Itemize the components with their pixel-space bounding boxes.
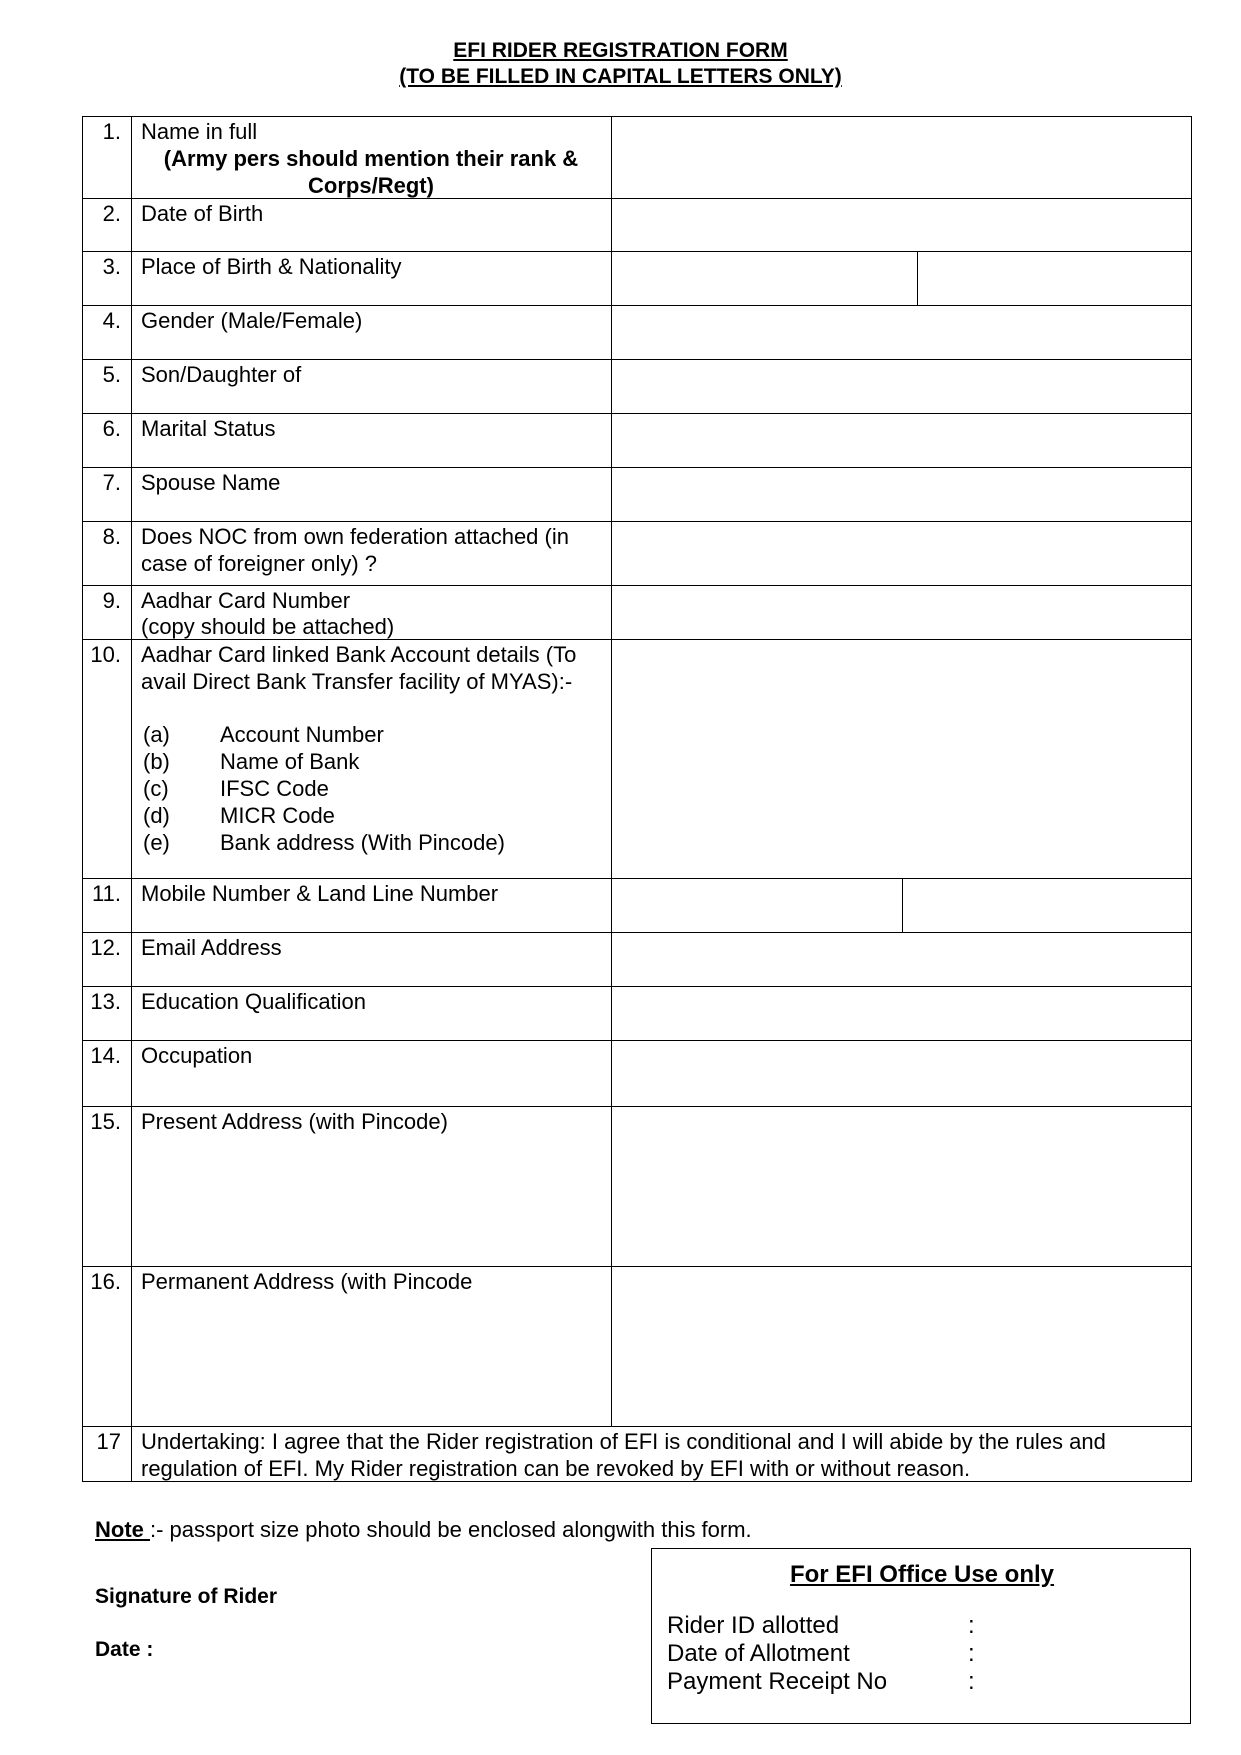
row-number: 10. — [90, 642, 121, 667]
bank-sub-label: Account Number — [220, 722, 384, 747]
table-rule — [82, 251, 1192, 252]
row-label: Permanent Address (with Pincode — [141, 1269, 473, 1294]
row-label: Aadhar Card linked Bank Account details (To avail Direct Bank Transfer facility of MYAS):- — [141, 642, 577, 694]
number-column-divider — [131, 116, 132, 1481]
table-rule — [82, 359, 1192, 360]
label-column-divider — [611, 116, 612, 1426]
bank-sub-label: Bank address (With Pincode) — [220, 830, 505, 855]
row-label: Undertaking: I agree that the Rider registration of EFI is conditional and I will abide by the rules and regulation of EFI. My Rider registration can be revoked by EFI with or without reason. — [141, 1429, 1106, 1481]
row-label: Date of Birth — [141, 201, 264, 226]
value-field[interactable] — [613, 469, 1189, 519]
row-number: 17 — [96, 1429, 121, 1454]
value-field[interactable] — [613, 523, 1189, 583]
table-rule — [82, 1106, 1192, 1107]
value-field[interactable] — [613, 361, 1189, 411]
allotment-date-label: Date of Allotment — [667, 1640, 850, 1667]
row-number: 3. — [102, 254, 121, 279]
value-split-divider — [917, 251, 918, 305]
bank-sub-label: Name of Bank — [220, 749, 360, 774]
row-number: 1. — [102, 119, 121, 144]
table-rule — [82, 116, 1192, 117]
value-field-primary[interactable] — [613, 880, 900, 930]
bank-sub-letter: (e) — [143, 830, 170, 855]
bank-sub-letter: (a) — [143, 722, 170, 747]
value-field[interactable] — [613, 1042, 1189, 1104]
value-field[interactable] — [613, 415, 1189, 465]
row-label: Son/Daughter of — [141, 362, 302, 387]
bank-sub-label: MICR Code — [220, 803, 335, 828]
value-field[interactable] — [613, 1268, 1189, 1424]
row-number: 9. — [102, 588, 121, 613]
date-label: Date : — [95, 1638, 154, 1661]
bank-sub-letter: (c) — [143, 776, 169, 801]
office-use-box — [651, 1548, 1191, 1724]
row-label: Education Qualification — [141, 989, 367, 1014]
row-number: 2. — [102, 201, 121, 226]
bank-sub-letter: (b) — [143, 749, 170, 774]
value-field[interactable] — [613, 934, 1189, 984]
table-rule — [82, 305, 1192, 306]
note-label: Note — [95, 1517, 150, 1542]
table-rule — [82, 878, 1192, 879]
table-rule — [82, 467, 1192, 468]
row-label: Mobile Number & Land Line Number — [141, 881, 499, 906]
table-rule — [82, 1040, 1192, 1041]
bank-sub-label: IFSC Code — [220, 776, 329, 801]
value-field[interactable] — [613, 988, 1189, 1038]
receipt-no-label: Payment Receipt No — [667, 1668, 888, 1695]
row-9-note: (copy should be attached) — [141, 614, 395, 639]
row-label: Occupation — [141, 1043, 253, 1068]
form-subtitle: (TO BE FILLED IN CAPITAL LETTERS ONLY) — [399, 65, 842, 88]
rider-id-label: Rider ID allotted — [667, 1612, 840, 1639]
row-number: 11. — [92, 881, 121, 906]
table-rule — [82, 585, 1192, 586]
office-use-title: For EFI Office Use only — [789, 1561, 1055, 1588]
row-number: 15. — [90, 1109, 121, 1134]
row-label: Marital Status — [141, 416, 276, 441]
row-label: Name in full — [141, 119, 258, 144]
table-rule — [82, 1266, 1192, 1267]
row-label: Spouse Name — [141, 470, 281, 495]
value-split-divider — [902, 878, 903, 932]
value-field-primary[interactable] — [613, 253, 915, 303]
table-rule — [82, 932, 1192, 933]
value-field-secondary[interactable] — [904, 880, 1189, 930]
row-label: Present Address (with Pincode) — [141, 1109, 448, 1134]
table-rule — [82, 986, 1192, 987]
row-number: 12. — [90, 935, 121, 960]
row-number: 16. — [90, 1269, 121, 1294]
photo-note — [95, 1517, 752, 1543]
allotment-date-colon: : — [968, 1640, 975, 1667]
note-text: :- passport size photo should be enclosed alongwith this form. — [150, 1517, 752, 1542]
row-number: 13. — [90, 989, 121, 1014]
row-number: 4. — [102, 308, 121, 333]
table-rule — [82, 413, 1192, 414]
table-border-right — [1191, 116, 1192, 1481]
row-number: 7. — [102, 470, 121, 495]
value-field[interactable] — [613, 118, 1189, 196]
signature-label: Signature of Rider — [95, 1585, 278, 1608]
row-number: 6. — [102, 416, 121, 441]
row-label: Place of Birth & Nationality — [141, 254, 402, 279]
value-field[interactable] — [613, 641, 1189, 876]
table-rule — [82, 1426, 1192, 1427]
row-number: 8. — [102, 524, 121, 549]
row-label: Email Address — [141, 935, 282, 960]
row-1-note: (Army pers should mention their rank & Corps/Regt) — [163, 146, 579, 198]
row-label: Gender (Male/Female) — [141, 308, 363, 333]
value-field[interactable] — [613, 1108, 1189, 1264]
receipt-no-colon: : — [968, 1668, 975, 1695]
form-title: EFI RIDER REGISTRATION FORM — [453, 39, 788, 62]
rider-id-colon: : — [968, 1612, 975, 1639]
table-rule — [82, 521, 1192, 522]
value-field-secondary[interactable] — [919, 253, 1189, 303]
row-label: Aadhar Card Number — [141, 588, 351, 613]
row-number: 5. — [102, 362, 121, 387]
row-label: Does NOC from own federation attached (in case of foreigner only) ? — [141, 524, 569, 576]
value-field[interactable] — [613, 587, 1189, 637]
row-number: 14. — [90, 1043, 121, 1068]
value-field[interactable] — [613, 200, 1189, 249]
value-field[interactable] — [613, 307, 1189, 357]
bank-sub-letter: (d) — [143, 803, 170, 828]
